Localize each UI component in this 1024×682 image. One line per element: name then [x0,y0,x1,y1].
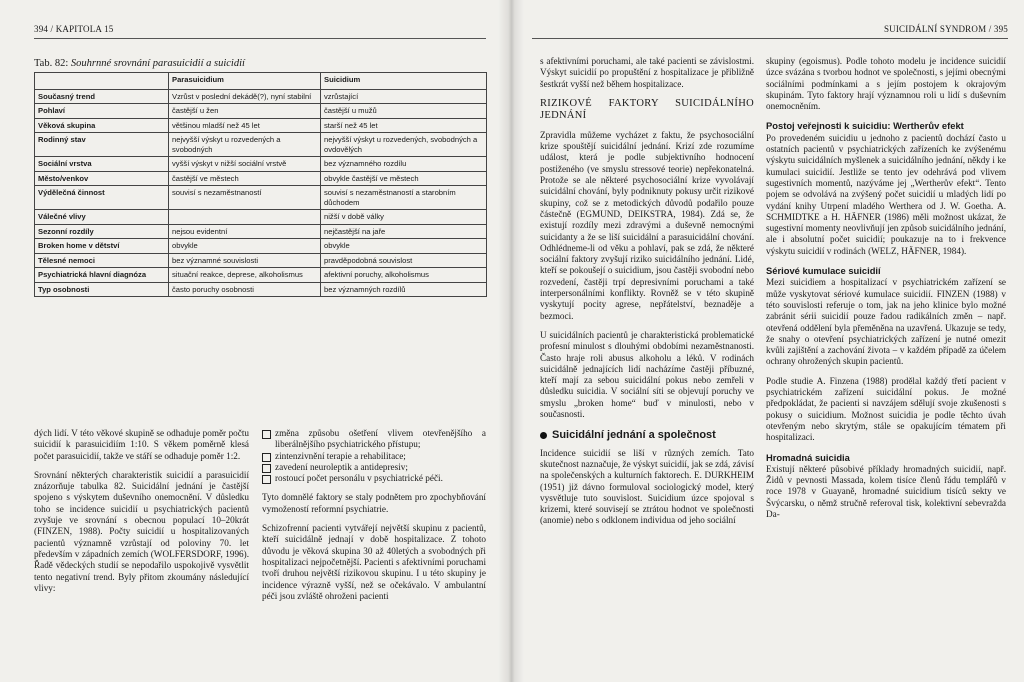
table-header-parasuicidium: Parasuicidium [169,73,321,90]
table-row [35,224,487,238]
suicidium-cell: nejčastější na jaře [321,224,487,238]
checkbox-square-icon [262,430,271,439]
table-row [35,104,487,118]
table-row [35,90,487,104]
suicidium-cell: pravděpodobná souvislost [321,253,487,267]
suicidium-cell: nižší v době války [321,210,487,224]
parasuicidium-cell: situační reakce, deprese, alkoholismus [169,268,321,282]
list-item: zintenzivnění terapie a rehabilitace; [262,451,486,462]
row-label: Psychiatrická hlavní diagnóza [35,268,169,282]
right-column-1 [540,56,754,535]
table-row [35,171,487,185]
table-row [35,239,487,253]
paragraph: s afektivními poruchami, ale také pacienti se závislostmi. Výskyt suicidií po propuštění z hospitalizace je přibližně šestkrát vyšší než během hospitalizace. [540,56,754,89]
list-item: změna způsobu ošetření vlivem otevřenějšího a liberálnějšího psychiatrického přístupu; [262,428,486,451]
paragraph: Zpravidla můžeme vycházet z faktu, že psychosociální krize spouštějí suicidální jednání. Krizí zde rozumíme událost, která je podle subjektivního hodnocení postiženého (ve smyslu stressové teorie) nepřekonatelná. Protože se ale některé psychosociální krize vyvolávají suicidální chování, byly podniknuty pokusy určit rizikové skupiny, což se z metodických důvodů podařilo pouze částečně (EGMUND, DEIKSTRA, 1984). Zdá se, že existují rozdíly mezi zdravými a duševně nemocnými suicidanty a že se liší suicidální a parasuicidální chování. Odhlédneme-li od věku a pohlaví, pak se zdá, že některé sociální faktory zvyšují riziko suicidálního jednání. Lidé, kteří se pokoušejí o suicidium, jsou častěji svobodní nebo rozvedení, častěji trpí depresivními poruchami a také interpersonálními konflikty. Rovněž se v této skupině vyskytují pocity agrese, nepřátelství, beznaděje a bezmoci. [540,129,754,321]
subheading-serial-suicides: Sériové kumulace suicidií [766,265,881,277]
page-gutter [498,0,524,682]
table-row [35,268,487,282]
table-title [34,58,245,69]
table-header-row [35,73,487,90]
table-row [35,210,487,224]
paragraph: Srovnání některých charakteristik suicidií a parasuicidií znázorňuje tabulka 82. Suicidální jednání je častější spojeno s výskytem duševního onemocnění. V důsledku toho se incidence suicidií u psychiatrických pacientů zvyšuje ve srovnání s obecnou populací 10–20krát (FINZEN, 1988). Počty suicidií u hospitalizovaných pacientů významně vzrůstají od poloviny 70. let především v západních zemích (WOLFERSDORF, 1996). Řadě vědeckých studií se nepodařilo uspokojivě vysvětlit tento negativní trend. Byly přitom zkoumány následující vlivy: [34,469,249,593]
right-column-2 [766,56,1006,528]
list-item: rostoucí počet personálu v psychiatrické péči. [262,473,486,484]
row-label: Výdělečná činnost [35,186,169,210]
parasuicidium-cell: Vzrůst v poslední dekádě(?), nyní stabilní [169,90,321,104]
comparison-table [34,72,487,297]
table-row [35,282,487,296]
table-row [35,133,487,157]
paragraph: skupiny (egoismus). Podle tohoto modelu je incidence suicidií úzce svázána s tvorbou hodnot ve společnosti, s jejími obecnými sociálními podmínkami a s jejím postojem k okrajovým skupinám. Tyto faktory hrají významnou roli u lidí s duševním onemocněním. [766,56,1006,112]
bullet-dot-icon [540,432,547,439]
row-label: Sezonní rozdíly [35,224,169,238]
table-row [35,118,487,132]
row-label: Sociální vrstva [35,157,169,171]
paragraph: Mezi suicidiem a hospitalizací v psychiatrickém zařízení se může vyskytovat sériové kumulace suicidií. FINZEN (1988) v této souvislosti referuje o tom, jak na jeho klinice bylo možné zabránit sérii suicidií pouze řadou radikálních změn – např. otevřená oddělení byla přeměněna na uzavřená. Ukazuje se tedy, že snahy o otevření psychiatrických zařízení je nutné omezit kvůli zajištění a zachování života – v každém případě za účelem ochrany ohrožených skupin pacientů. [766,277,1006,367]
section-heading-society: Suicidální jednání a společnost [540,430,754,441]
paragraph: dých lidí. V této věkové skupině se odhaduje poměr počtu suicidií k parasuicidiím 1:10. S věkem poměrně klesá počet parasuicidií, takže ve stáří se odhaduje poměr 1:2. [34,428,249,461]
table-label: Tab. 82: [34,58,69,69]
table-row [35,253,487,267]
header-rule-left [34,38,486,39]
suicidium-cell: bez významných rozdílů [321,282,487,296]
row-label: Rodinný stav [35,133,169,157]
parasuicidium-cell: nejvyšší výskyt u rozvedených a svobodných [169,133,321,157]
header-rule-right [532,38,1008,39]
parasuicidium-cell: souvisí s nezaměstnaností [169,186,321,210]
checkbox-square-icon [262,475,271,484]
table-header-empty [35,73,169,90]
parasuicidium-cell: častější ve městech [169,171,321,185]
checkbox-square-icon [262,453,271,462]
table-row [35,186,487,210]
checkbox-square-icon [262,464,271,473]
suicidium-cell: obvykle častější ve městech [321,171,487,185]
paragraph: U suicidálních pacientů je charakteristická problematické profesní minulost s dlouhými obdobími nezaměstnanosti. Často hraje roli abusus alkoholu a léků. V rodinách suicidálně jednajících lidí nacházíme častěji příbuzné, kteří mají za sebou suicidální pokus nebo zemřeli v důsledku suicidia. V sociální síti se objevují poruchy ve smyslu „broken home“ buď v minulosti, nebo v současnosti. [540,329,754,420]
parasuicidium-cell: obvykle [169,239,321,253]
subheading-mass-suicides: Hromadná suicidia [766,451,850,463]
parasuicidium-cell [169,210,321,224]
row-label: Broken home v dětství [35,239,169,253]
section-heading-risk-factors: RIZIKOVÉ FAKTORY SUICIDÁLNÍHO JEDNÁNÍ [540,97,754,121]
suicidium-cell: obvykle [321,239,487,253]
parasuicidium-cell: často poruchy osobnosti [169,282,321,296]
table-row [35,157,487,171]
suicidium-cell: častější u mužů [321,104,487,118]
parasuicidium-cell: častější u žen [169,104,321,118]
subheading-werther-effect: Postoj veřejnosti k suicidiu: Wertherův efekt [766,120,964,132]
suicidium-cell: vzrůstající [321,90,487,104]
parasuicidium-cell: vyšší výskyt v nižší sociální vrstvě [169,157,321,171]
table-header-suicidium: Suicidium [321,73,487,90]
paragraph: Incidence suicidií se liší v různých zemích. Tato skutečnost naznačuje, že výskyt suicidií, jak se zdá, závisí na společenských a kulturních faktorech. E. DURKHEIM (1951) již dávno formuloval sociologický model, který vysvětluje tuto souvislost. Suicidium úzce spojoval s krizemi, které souvisejí se ztrátou hodnot ve společnosti (anomie) nebo s odklonem individua od jeho sociální [540,447,754,526]
row-label: Válečné vlivy [35,210,169,224]
row-label: Tělesné nemoci [35,253,169,267]
row-label: Pohlaví [35,104,169,118]
paragraph: Tyto domnělé faktory se staly podnětem pro zpochybňování vymožeností reformní psychiatrie. [262,492,486,514]
left-column-1 [34,428,249,602]
suicidium-cell: souvisí s nezaměstnaností a starobním důchodem [321,186,487,210]
row-label: Věková skupina [35,118,169,132]
paragraph: Podle studie A. Finzena (1988) prodělal každý třetí pacient v psychiatrickém zařízení suicidální pokus. Je možné předpokládat, že pacienti si navzájem sdělují svoje zkušenosti s pokusy o suicidium. Možnost suicidia je podle těchto úvah otevřeným nebo skrytým, stále se opakujícím tématem při hospitalizaci. [766,375,1006,443]
left-column-2 [262,428,486,610]
list-item: zavedení neuroleptik a antidepresiv; [262,462,486,473]
parasuicidium-cell: bez významné souvislosti [169,253,321,267]
row-label: Současný trend [35,90,169,104]
table-caption: Souhrnné srovnání parasuicidií a suicidií [70,58,245,69]
parasuicidium-cell: většinou mladší než 45 let [169,118,321,132]
running-head-left: 394 / KAPITOLA 15 [34,24,114,34]
factor-list [262,428,486,484]
row-label: Město/venkov [35,171,169,185]
paragraph: Existují některé působivé příklady hromadných suicidií, např. Židů v pevnosti Massada, kolem tisíce členů řádu templářů v roce 1978 v Guayaně, hromadné suicidium tisíců sekty ve Švýcarsku, o němž stručně referoval tisk, kolektivní sebevražda Da- [766,463,1006,519]
paragraph: Po provedeném suicidiu u jednoho z pacientů dochází často u ostatních pacientů v psychiatrických zařízeních ke zvýšenému výskytu suicidálních myšlenek a suicidálního jednání, někdy i ke kumulaci suicidií. Jestliže se tento jev odehrává pod vlivem sugestivních momentů, nazýváme jej „Wertherův efekt“. Tento pojem se odvolává na zvýšený počet suicidií u mladých lidí po vydání knihy Utrpení mladého Werthera od J. W. Goetha. A. SCHMIDTKE a H. HÄFNER (1986) měli možnost ukázat, že sugestivní momenty neovlivňují jen způsob suicidálního jednání, ale i absolutní počet suicidií; poukazuje na to i frekvence výskytu suicidií v rodinách (WELZ, HÄFNER, 1984). [766,132,1006,256]
suicidium-cell: bez významného rozdílu [321,157,487,171]
paragraph: Schizofrenní pacienti vytvářejí největší skupinu z pacientů, kteří suicidálně jednají v době hospitalizace. Z tohoto důvodu je věková skupina 30 až 40letých a svobodných při hospitalizaci nejpočetnější. Pacienti s afektivními poruchami tvoří druhou největší rizikovou skupinu. I u této skupiny je incidence výrazně vyšší, než se očekávalo. V ambulantní péči jsou zvláště ohroženi pacienti [262,523,486,601]
row-label: Typ osobnosti [35,282,169,296]
suicidium-cell: afektivní poruchy, alkoholismus [321,268,487,282]
running-head-right: SUICIDÁLNÍ SYNDROM / 395 [883,24,1008,34]
suicidium-cell: starší než 45 let [321,118,487,132]
parasuicidium-cell: nejsou evidentní [169,224,321,238]
suicidium-cell: nejvyšší výskyt u rozvedených, svobodných a ovdovělých [321,133,487,157]
